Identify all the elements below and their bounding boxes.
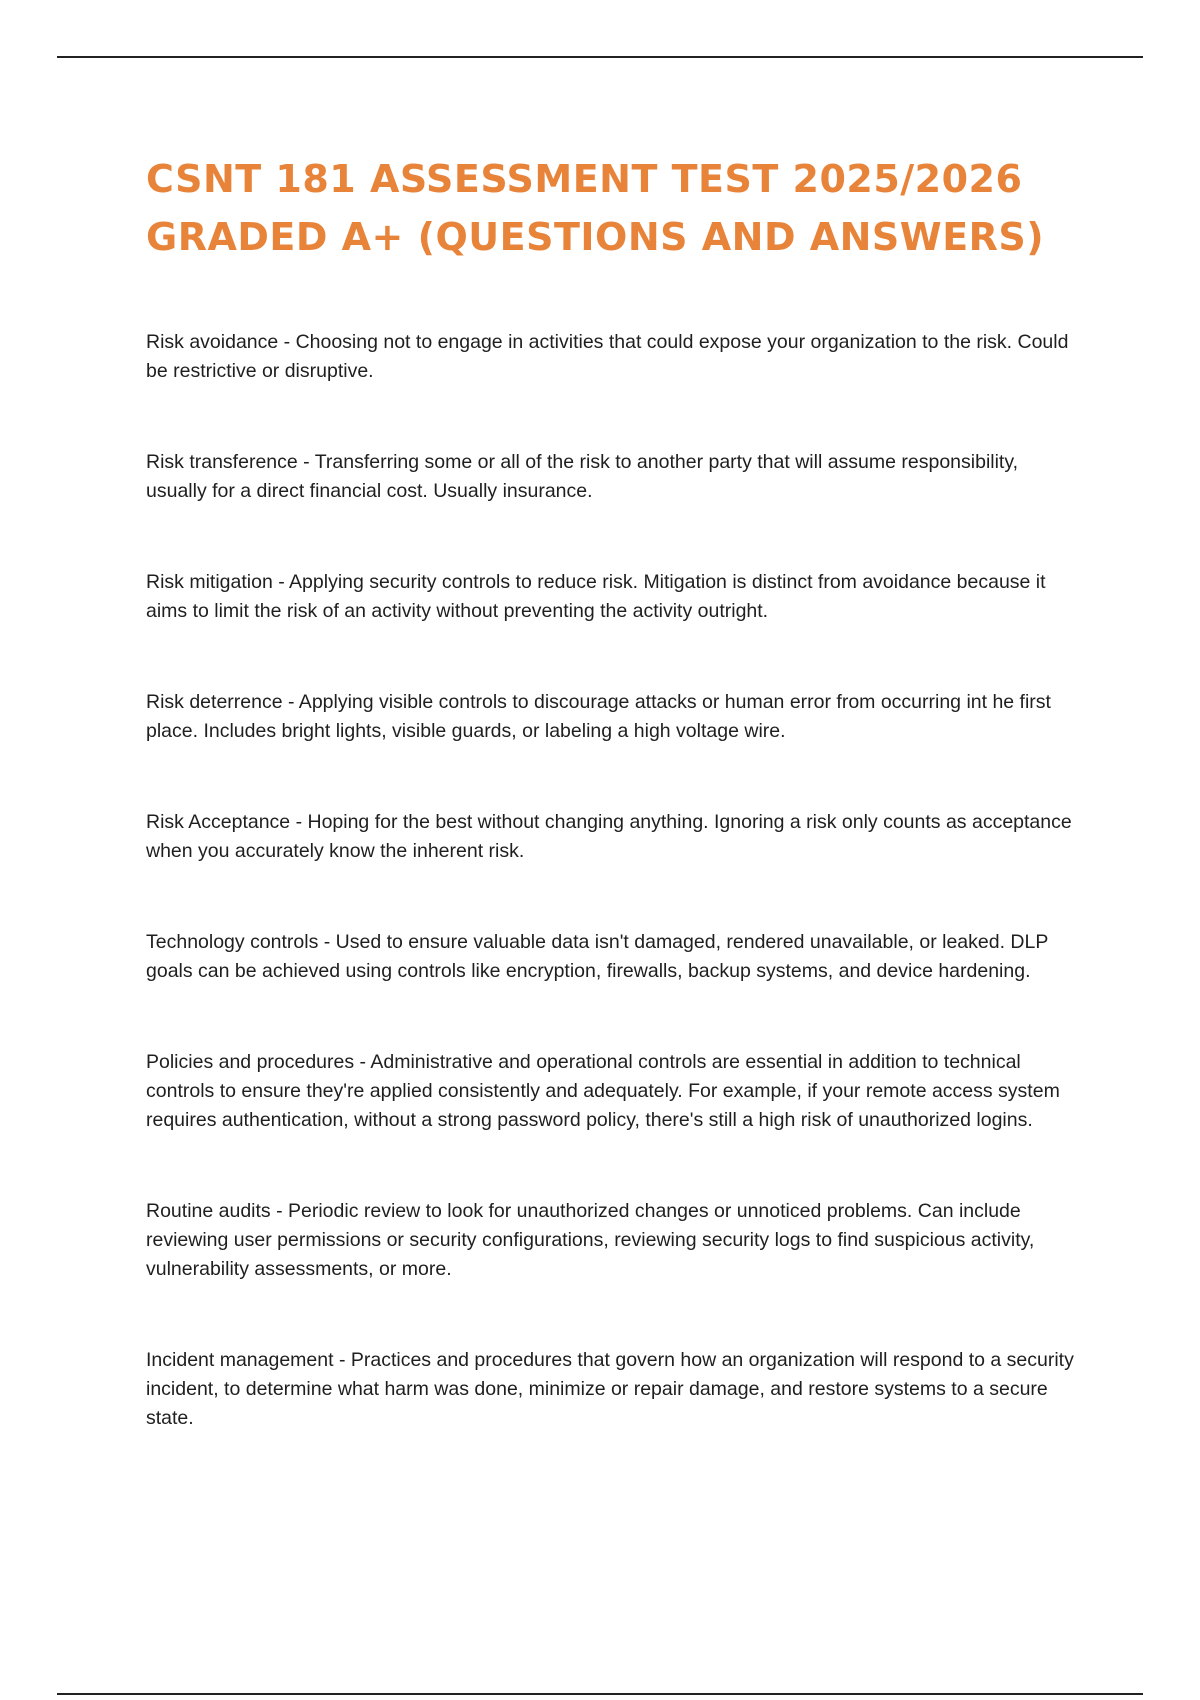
- entry-list: [146, 328, 1076, 1433]
- entry-risk-acceptance: Risk Acceptance - Hoping for the best without changing anything. Ignoring a risk only counts as acceptance when you accurately know the inherent risk.: [146, 811, 1072, 862]
- bottom-rule: [57, 1693, 1143, 1695]
- document-title: CSNT 181 ASSESSMENT TEST 2025/2026 GRADED A+ (QUESTIONS AND ANSWERS): [146, 157, 1045, 259]
- top-rule: [57, 56, 1143, 58]
- document-body: [146, 150, 1076, 1495]
- entry-risk-mitigation: Risk mitigation - Applying security controls to reduce risk. Mitigation is distinct from avoidance because it aims to limit the risk of an activity without preventing the activity outright.: [146, 571, 1046, 622]
- entry-risk-avoidance: Risk avoidance - Choosing not to engage in activities that could expose your organization to the risk. Could be restrictive or disruptive.: [146, 331, 1069, 382]
- entry-risk-deterrence: Risk deterrence - Applying visible controls to discourage attacks or human error from occurring int he first place. Includes bright lights, visible guards, or labeling a high voltage wire.: [146, 691, 1051, 742]
- entry-routine-audits: Routine audits - Periodic review to look for unauthorized changes or unnoticed problems. Can include reviewing user permissions or security configurations, reviewing security logs to find suspicious activity, vulnerability assessments, or more.: [146, 1200, 1035, 1280]
- entry-incident-management: Incident management - Practices and procedures that govern how an organization will respond to a security incident, to determine what harm was done, minimize or repair damage, and restore systems to a secure state.: [146, 1349, 1074, 1429]
- entry-policies-procedures: Policies and procedures - Administrative and operational controls are essential in addition to technical controls to ensure they're applied consistently and adequately. For example, if your remote access system requires authentication, without a strong password policy, there's still a high risk of unauthorized logins.: [146, 1051, 1060, 1131]
- entry-technology-controls: Technology controls - Used to ensure valuable data isn't damaged, rendered unavailable, or leaked. DLP goals can be achieved using controls like encryption, firewalls, backup systems, and device hardening.: [146, 931, 1049, 982]
- entry-risk-transference: Risk transference - Transferring some or all of the risk to another party that will assume responsibility, usually for a direct financial cost. Usually insurance.: [146, 451, 1019, 502]
